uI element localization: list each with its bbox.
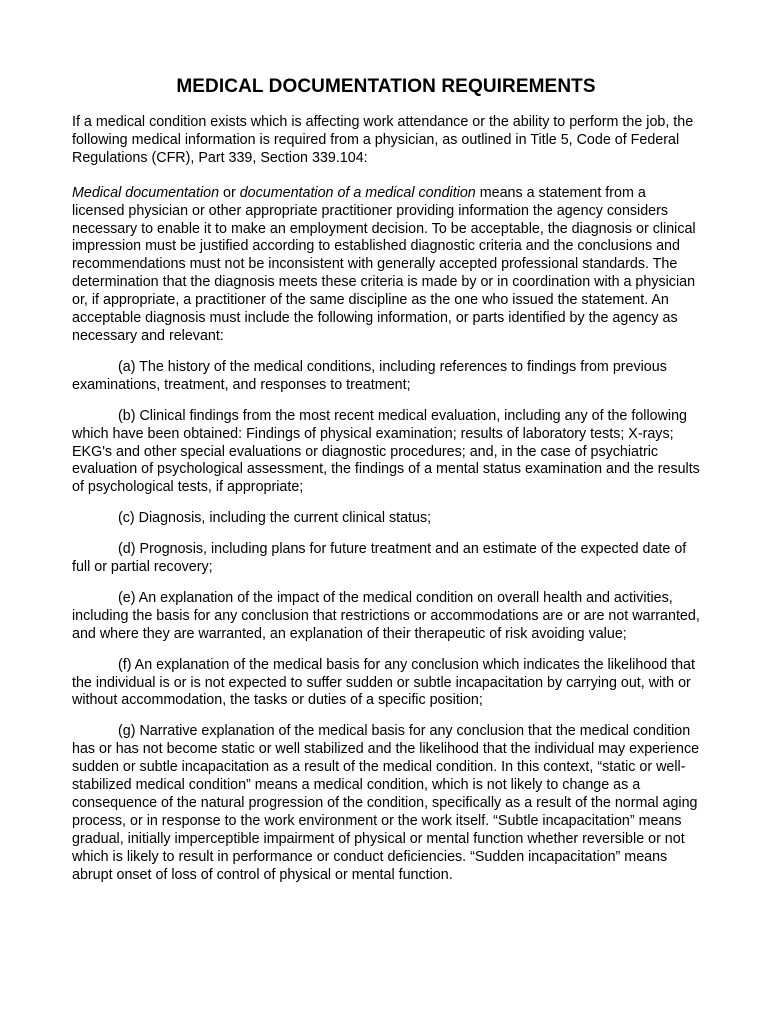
requirement-item-d: (d) Prognosis, including plans for future treatment and an estimate of the expected date of full or partial recovery; [72,541,687,576]
definition-connector: or [219,184,240,201]
definition-paragraph [72,185,700,346]
document-title: MEDICAL DOCUMENTATION REQUIREMENTS [176,76,596,97]
requirement-item-f: (f) An explanation of the medical basis for any conclusion which indicates the likelihood that the individual is or is not expected to suffer sudden or subtle incapacitation by carrying out, with or without accommodation, the tasks or duties of a specific position; [72,656,695,709]
requirement-item-a: (a) The history of the medical conditions, including references to findings from previous examinations, treatment, and responses to treatment; [72,358,667,393]
requirement-item-g: (g) Narrative explanation of the medical basis for any conclusion that the medical condition has or has not become static or well stabilized and the likelihood that the individual may experience sudden or subtle incapacitation as a result of the medical condition. In this context, “static or well-stabilized medical condition” means a medical condition, which is not likely to change as a consequence of the natural progression of the condition, specifically as a result of the normal aging process, or in response to the work environment or the work itself. “Subtle incapacitation” means gradual, initially imperceptible impairment of physical or mental function whether reversible or not which is likely to result in performance or conduct deficiencies. “Sudden incapacitation” means abrupt onset of loss of control of physical or mental function. [72,723,700,883]
definition-term-medical-documentation: Medical documentation [72,184,220,201]
requirement-item-c: (c) Diagnosis, including the current clinical status; [118,510,432,527]
definition-body: means a statement from a licensed physician or other appropriate practitioner providing information the agency considers necessary to enable it to make an employment decision. To be acceptable, the diagnosis or clinical impression must be justified according to established diagnostic criteria and the conclusions and recommendations must not be inconsistent with generally accepted professional standards. The determination that the diagnosis meets these criteria is made by or in coordination with a physician or, if appropriate, a practitioner of the same discipline as the one who issued the statement. An acceptable diagnosis must include the following information, or parts identified by the agency as necessary and relevant: [72,184,696,344]
requirement-item-b: (b) Clinical findings from the most recent medical evaluation, including any of the following which have been obtained: Findings of physical examination; results of laboratory tests; X-rays; EKG's and other special evaluations or diagnostic procedures; and, in the case of psychiatric evaluation of psychological assessment, the findings of a mental status examination and the results of psychological tests, if appropriate; [72,407,700,496]
document-page [72,74,700,885]
definition-term-documentation-of-condition: documentation of a medical condition [239,184,476,201]
intro-paragraph: If a medical condition exists which is affecting work attendance or the ability to perform the job, the following medical information is required from a physician, as outlined in Title 5, Code of Federal Regulations (CFR), Part 339, Section 339.104: [72,114,694,166]
requirement-item-e: (e) An explanation of the impact of the medical condition on overall health and activities, including the basis for any conclusion that restrictions or accommodations are or are not warranted, and where they are warranted, an explanation of their therapeutic of risk avoiding value; [72,589,700,642]
